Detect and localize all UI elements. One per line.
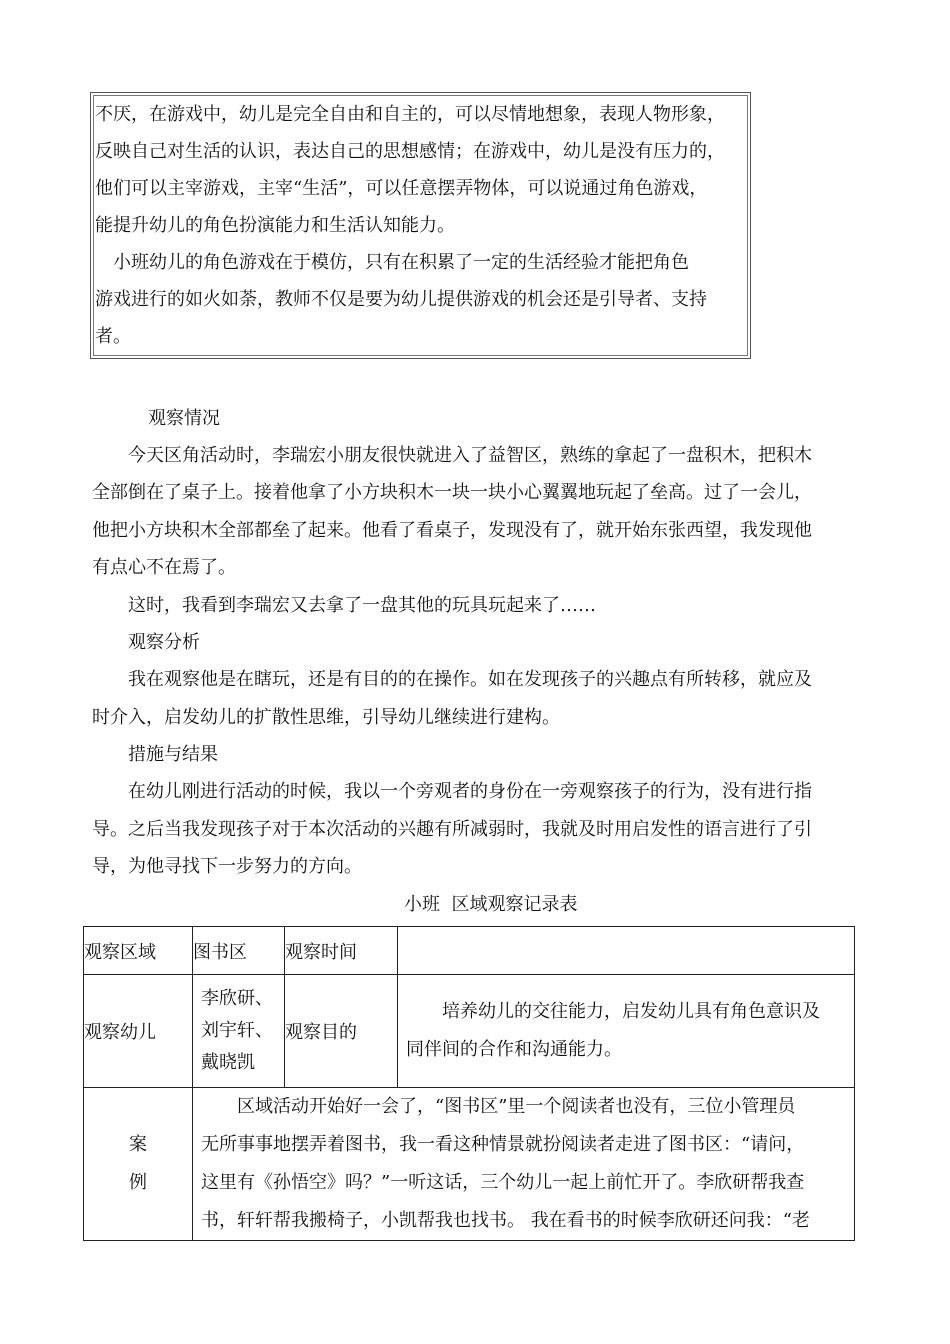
observation-record-table	[83, 926, 855, 1241]
purpose-line: 同伴间的合作和沟通能力。	[406, 1039, 622, 1060]
cell-case-text	[193, 1088, 855, 1241]
cell-purpose-text	[398, 975, 855, 1088]
child-name: 刘宇轩、	[201, 1020, 273, 1041]
case-line: 书，轩轩帮我搬椅子，小凯帮我也找书。 我在看书的时候李欣研还问我：“老	[201, 1210, 810, 1231]
heading-observation: 观察情况	[148, 408, 220, 429]
case-label-char: 案	[129, 1134, 147, 1155]
cell-label-time: 观察时间	[285, 927, 398, 975]
cell-area-value: 图书区	[193, 927, 285, 975]
paragraph-line: 导，为他寻找下一步努力的方向。	[92, 856, 362, 877]
paragraph-line: 他把小方块积木全部都垒了起来。他看了看桌子，发现没有了，就开始东张西望，我发现他	[92, 520, 812, 541]
paragraph-line: 有点心不在焉了。	[92, 557, 236, 578]
paragraph-line: 我在观察他是在瞎玩，还是有目的的在操作。如在发现孩子的兴趣点有所转移，就应及	[128, 669, 812, 690]
cell-label-purpose: 观察目的	[285, 975, 398, 1088]
table-row	[84, 1088, 855, 1241]
box-line: 反映自己对生活的认识，表达自己的思想感情；在游戏中，幼儿是没有压力的，	[95, 141, 725, 162]
cell-time-value	[398, 927, 855, 975]
box-line: 游戏进行的如火如荼，教师不仅是要为幼儿提供游戏的机会还是引导者、支持	[95, 289, 707, 310]
paragraph-line: 时介入，启发幼儿的扩散性思维，引导幼儿继续进行建构。	[92, 707, 560, 728]
cell-label-children: 观察幼儿	[84, 975, 193, 1088]
box-line: 不厌，在游戏中，幼儿是完全自由和自主的，可以尽情地想象，表现人物形象，	[95, 104, 725, 125]
paragraph-line: 这时，我看到李瑞宏又去拿了一盘其他的玩具玩起来了……	[128, 595, 596, 616]
table-row	[84, 975, 855, 1088]
box-line: 小班幼儿的角色游戏在于模仿，只有在积累了一定的生活经验才能把角色	[95, 252, 689, 273]
child-name: 戴晓凯	[201, 1052, 255, 1073]
child-name: 李欣研、	[201, 988, 273, 1009]
case-label-char: 例	[129, 1172, 147, 1193]
table-title: 小班 区域观察记录表	[404, 894, 578, 915]
paragraph-line: 全部倒在了桌子上。接着他拿了小方块积木一块一块小心翼翼地玩起了垒高。过了一会儿，	[92, 482, 812, 503]
heading-measures: 措施与结果	[128, 744, 218, 765]
table-row	[84, 927, 855, 975]
box-line: 他们可以主宰游戏，主宰“生活”，可以任意摆弄物体，可以说通过角色游戏，	[95, 178, 708, 199]
box-line: 能提升幼儿的角色扮演能力和生活认知能力。	[95, 215, 455, 236]
cell-label-case	[84, 1088, 193, 1241]
paragraph-line: 今天区角活动时，李瑞宏小朋友很快就进入了益智区，熟练的拿起了一盘积木，把积木	[128, 445, 812, 466]
case-line: 无所事事地摆弄着图书，我一看这种情景就扮阅读者走进了图书区：“请问，	[201, 1134, 805, 1155]
heading-analysis: 观察分析	[128, 632, 200, 653]
cell-label-area: 观察区域	[84, 927, 193, 975]
box-line: 者。	[95, 326, 131, 347]
text-box-intro	[90, 92, 751, 359]
purpose-line: 培养幼儿的交往能力，启发幼儿具有角色意识及	[406, 1001, 820, 1022]
cell-children-names	[193, 975, 285, 1088]
paragraph-line: 在幼儿刚进行活动的时候，我以一个旁观者的身份在一旁观察孩子的行为，没有进行指	[128, 781, 812, 802]
paragraph-line: 导。之后当我发现孩子对于本次活动的兴趣有所减弱时，我就及时用启发性的语言进行了引	[92, 819, 812, 840]
case-line: 这里有《孙悟空》吗？”一听这话，三个幼儿一起上前忙开了。李欣研帮我查	[201, 1172, 805, 1193]
case-line: 区域活动开始好一会了，“图书区”里一个阅读者也没有，三位小管理员	[201, 1096, 796, 1117]
